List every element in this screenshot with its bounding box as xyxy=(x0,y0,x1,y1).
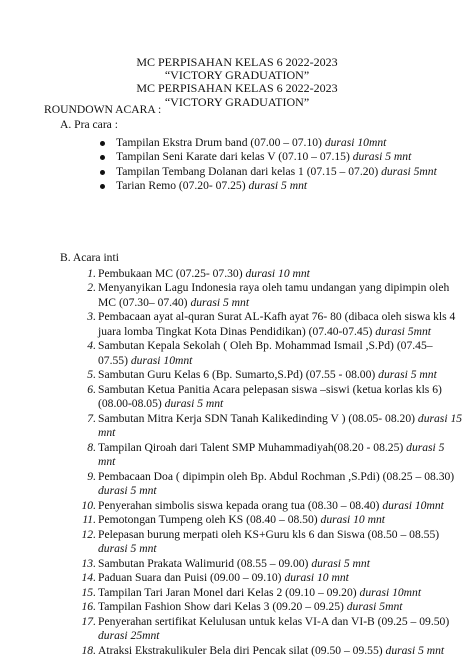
acara-inti-item xyxy=(76,600,464,614)
item-number: 1. xyxy=(87,267,96,280)
item-duration: durasi 5 mnt xyxy=(98,440,445,469)
item-duration: durasi 5 mnt xyxy=(98,542,157,556)
acara-inti-item xyxy=(76,513,464,527)
acara-inti-item xyxy=(76,644,464,658)
item-duration: durasi 5 mnt xyxy=(190,295,250,309)
item-duration: durasi 5 mnt xyxy=(385,643,445,657)
item-number: 14. xyxy=(81,571,96,585)
acara-inti-item xyxy=(76,470,464,499)
acara-inti-item xyxy=(76,586,464,600)
acara-inti-item xyxy=(76,412,464,441)
acara-inti-item xyxy=(76,441,464,470)
item-text: Tarian Remo (07.20- 07.25) xyxy=(116,179,249,193)
item-number: 5. xyxy=(87,368,96,382)
item-number: 2. xyxy=(87,281,96,295)
item-number: 11. xyxy=(82,513,96,527)
item-number: 6. xyxy=(87,382,96,396)
item-text: Pembacaan Doa ( dipimpin oleh Bp. Abdul Rochman ,S.Pdi) (08.25 – 08.30) xyxy=(98,469,455,483)
acara-inti-item xyxy=(76,499,464,513)
title-line-1: MC PERPISAHAN KELAS 6 2022-2023 xyxy=(136,55,338,69)
acara-inti-item xyxy=(76,557,464,571)
bullet-dot-icon xyxy=(100,170,105,175)
pra-acara-item xyxy=(98,179,454,193)
item-text: Atraksi Ekstrakulikuler Bela diri Pencak silat (09.50 – 09.55) xyxy=(98,643,386,657)
item-text: Pelepasan burung merpati oleh KS+Guru kls 6 dan Siswa (08.50 – 08.55) xyxy=(98,527,440,541)
pra-acara-item xyxy=(98,150,454,164)
item-duration: durasi 5mnt xyxy=(375,324,431,338)
item-text: Penyerahan sertifikat Kelulusan untuk kelas VI-A dan VI-B (09.25 – 09.50) xyxy=(98,614,450,628)
acara-inti-item xyxy=(76,571,464,585)
item-text: Tampilan Tembang Dolanan dari kelas 1 (07.15 – 07.20) xyxy=(116,164,382,178)
section-b-heading: B. Acara inti xyxy=(60,251,119,264)
item-text: Tampilan Tari Jaran Monel dari Kelas 2 (09.10 – 09.20) xyxy=(98,585,360,599)
item-text: Sambutan Guru Kelas 6 (Bp. Sumarto,S.Pd) (07.55 - 08.00) xyxy=(98,368,379,382)
item-number: 12. xyxy=(81,527,96,541)
item-duration: durasi 5 mnt xyxy=(311,556,370,570)
item-text: Sambutan Prakata Walimurid (08.55 – 09.00) xyxy=(98,556,312,570)
acara-inti-item xyxy=(76,383,464,412)
section-a-heading: A. Pra cara : xyxy=(60,118,118,131)
item-duration: durasi 10 mnt xyxy=(245,267,310,280)
item-number: 16. xyxy=(81,600,96,614)
item-text: Sambutan Mitra Kerja SDN Tanah Kalikedinding V ) (08.05- 08.20) xyxy=(98,411,418,425)
item-text: Pembacaan ayat al-quran Surat AL-Kafh ayat 76- 80 (dibaca oleh siswa kls 4 juara lomba Tingkat Kota Dinas Pendidikan) (07.40-07.45) xyxy=(98,310,456,338)
item-duration: durasi 5 mnt xyxy=(378,368,437,382)
item-text: Sambutan Kepala Sekolah ( Oleh Bp. Mohammad Ismail ,S.Pd) (07.45– 07.55) xyxy=(98,339,433,367)
item-text: Menyanyikan Lagu Indonesia raya oleh tamu undangan yang dipimpin oleh MC (07.30– 07.40) xyxy=(98,281,450,309)
item-text: Penyerahan simbolis siswa kepada orang tua (08.30 – 08.40) xyxy=(98,498,383,512)
item-text: Tampilan Seni Karate dari kelas V (07.10 – 07.15) xyxy=(116,150,353,164)
item-number: 10. xyxy=(81,498,96,512)
item-text: Pembukaan MC (07.25- 07.30) xyxy=(98,267,246,280)
acara-inti-item xyxy=(76,310,464,339)
section-b-list xyxy=(76,267,464,658)
item-number: 17. xyxy=(81,614,96,628)
pra-acara-item xyxy=(98,165,454,179)
title-line-2: “VICTORY GRADUATION” xyxy=(164,68,310,83)
item-text: Pemotongan Tumpeng oleh KS (08.40 – 08.50) xyxy=(98,513,321,527)
item-duration: durasi 10mnt xyxy=(359,585,422,599)
item-duration: durasi 5 mnt xyxy=(164,397,224,411)
bullet-dot-icon xyxy=(100,141,105,146)
item-duration: durasi 5mnt xyxy=(346,600,403,614)
item-text: Tampilan Fashion Show dari Kelas 3 (09.20 – 09.25) xyxy=(98,600,347,614)
acara-inti-item xyxy=(76,267,464,281)
item-duration: durasi 10mnt xyxy=(382,498,444,512)
item-duration: durasi 10 mnt xyxy=(284,571,349,585)
bullet-dot-icon xyxy=(100,155,105,160)
item-duration: durasi 10mnt xyxy=(130,353,193,367)
item-number: 7. xyxy=(87,411,96,425)
item-duration: durasi 5 mnt xyxy=(98,484,157,498)
item-duration: durasi 10 mnt xyxy=(320,513,385,527)
rundown-heading: ROUNDOWN ACARA : xyxy=(44,103,162,116)
item-text: Paduan Suara dan Puisi (09.00 – 09.10) xyxy=(98,571,285,585)
title-line-3: MC PERPISAHAN KELAS 6 2022-2023 xyxy=(136,81,338,96)
item-duration: durasi 15 mnt xyxy=(98,411,463,440)
acara-inti-item xyxy=(76,368,464,382)
item-number: 9. xyxy=(87,469,96,483)
item-duration: durasi 5 mnt xyxy=(352,150,412,164)
item-duration: durasi 10mnt xyxy=(324,136,387,149)
item-text: Sambutan Ketua Panitia Acara pelepasan siswa –siswi (ketua korlas kls 6) (08.00-08.05) xyxy=(98,382,442,411)
item-duration: durasi 25mnt xyxy=(98,629,160,643)
item-number: 15. xyxy=(81,585,96,599)
acara-inti-item xyxy=(76,615,464,644)
pra-acara-item xyxy=(98,136,454,150)
item-duration: durasi 5mnt xyxy=(381,164,437,178)
section-a-list xyxy=(98,136,454,194)
acara-inti-item xyxy=(76,281,464,310)
document-title xyxy=(0,56,474,109)
item-number: 4. xyxy=(87,339,96,353)
item-duration: durasi 5 mnt xyxy=(248,179,308,193)
item-number: 8. xyxy=(87,440,96,454)
acara-inti-item xyxy=(76,339,464,368)
acara-inti-item xyxy=(76,528,464,557)
item-text: Tampilan Qiroah dari Talent SMP Muhammadiyah(08.20 - 08.25) xyxy=(98,440,407,454)
item-text: Tampilan Ekstra Drum band (07.00 – 07.10) xyxy=(116,136,325,149)
item-number: 13. xyxy=(81,556,96,570)
bullet-dot-icon xyxy=(100,184,105,189)
title-line-4: “VICTORY GRADUATION” xyxy=(164,94,310,109)
item-number: 18. xyxy=(81,643,96,657)
item-number: 3. xyxy=(87,310,96,324)
